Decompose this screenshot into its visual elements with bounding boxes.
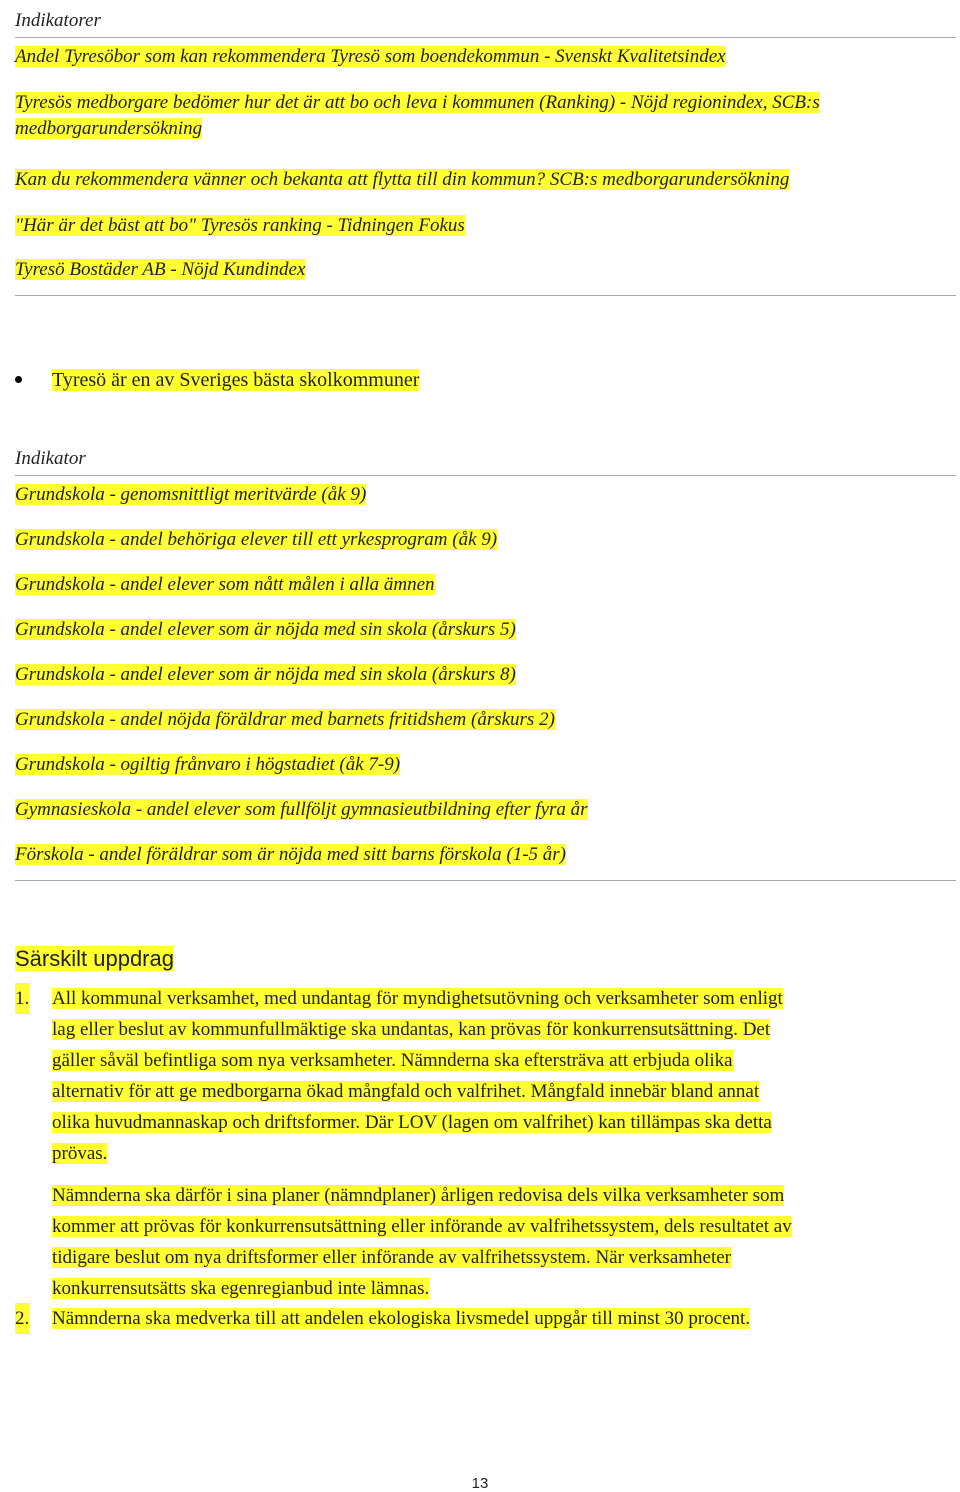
indicator-row bbox=[15, 213, 465, 239]
school-indicator-text: Grundskola - andel behöriga elever till ett yrkesprogram (åk 9) bbox=[15, 529, 498, 550]
bullet-text: Tyresö är en av Sveriges bästa skolkommuner bbox=[52, 369, 420, 391]
indicator-row bbox=[15, 44, 726, 70]
school-indicator-text: Grundskola - andel elever som är nöjda med sin skola (årskurs 8) bbox=[15, 664, 516, 685]
page-number: 13 bbox=[471, 1475, 489, 1492]
paragraph-line: All kommunal verksamhet, med undantag för myndighetsutövning och verksamheter som enligt bbox=[52, 988, 783, 1009]
indicator-question: Kan du rekommendera vänner och bekanta att flytta till din kommun? bbox=[15, 169, 546, 190]
paragraph-line: lag eller beslut av kommunfullmäktige ska undantas, kan prövas för konkurrensutsättning. Det bbox=[52, 1019, 771, 1040]
school-indicator-text: Grundskola - genomsnittligt meritvärde (åk 9) bbox=[15, 484, 367, 505]
school-indicator-text: Grundskola - andel elever som är nöjda med sin skola (årskurs 5) bbox=[15, 619, 516, 640]
indicator-text: Tyresös medborgare bedömer hur det är att bo och leva i kommunen (Ranking) - Nöjd regionindex, SCB:s bbox=[15, 92, 820, 113]
indicator-row bbox=[15, 90, 820, 142]
section-heading-text: Särskilt uppdrag bbox=[15, 946, 174, 971]
school-indicator-row bbox=[15, 527, 497, 553]
school-indicator-row bbox=[15, 617, 516, 643]
paragraph-line: kommer att prövas för konkurrensutsättning eller införande av valfrihetssystem, dels resultatet av bbox=[52, 1216, 792, 1237]
table-rule bbox=[15, 295, 956, 296]
table-rule bbox=[15, 37, 956, 38]
school-indicator-row bbox=[15, 662, 516, 688]
table-rule bbox=[15, 880, 956, 881]
school-indicator-text: Grundskola - ogiltig frånvaro i högstadiet (åk 7-9) bbox=[15, 754, 401, 775]
indicator-row bbox=[15, 167, 789, 193]
indicator-text: medborgarundersökning bbox=[15, 118, 203, 139]
school-indicator-row bbox=[15, 842, 566, 868]
bullet-dot-icon bbox=[15, 376, 22, 383]
school-indicator-text: Grundskola - andel nöjda föräldrar med barnets fritidshem (årskurs 2) bbox=[15, 709, 555, 730]
school-indicator-row bbox=[15, 752, 400, 778]
paragraph-line: gäller såväl befintliga som nya verksamheter. Nämnderna ska eftersträva att erbjuda olika bbox=[52, 1050, 733, 1071]
list-number: 2. bbox=[15, 1303, 29, 1334]
school-indicator-row bbox=[15, 707, 555, 733]
paragraph-line: olika huvudmannaskap och driftsformer. Där LOV (lagen om valfrihet) kan tillämpas ska detta bbox=[52, 1112, 772, 1133]
indicators-table-title: Indikatorer bbox=[15, 10, 101, 31]
paragraph-line: konkurrensutsätts ska egenregianbud inte lämnas. bbox=[52, 1278, 430, 1299]
indicator-source: SCB:s medborgarundersökning bbox=[545, 169, 790, 190]
list-number: 1. bbox=[15, 983, 29, 1014]
school-indicator-row bbox=[15, 797, 588, 823]
table-rule bbox=[15, 475, 956, 476]
indicator-text: Tyresö Bostäder AB - Nöjd Kundindex bbox=[15, 259, 306, 280]
assignment-paragraph bbox=[52, 1180, 942, 1304]
paragraph-line: Nämnderna ska medverka till att andelen ekologiska livsmedel uppgår till minst 30 procent. bbox=[52, 1308, 751, 1329]
school-indicator-row bbox=[15, 572, 435, 598]
indicator-text: "Här är det bäst att bo" Tyresös ranking - Tidningen Fokus bbox=[15, 215, 465, 236]
school-indicator-text: Grundskola - andel elever som nått målen i alla ämnen bbox=[15, 574, 435, 595]
assignment-paragraph bbox=[52, 983, 942, 1169]
paragraph-line: tidigare beslut om nya driftsformer eller införande av valfrihetssystem. När verksamheter bbox=[52, 1247, 732, 1268]
school-table-title: Indikator bbox=[15, 448, 86, 469]
school-indicator-text: Förskola - andel föräldrar som är nöjda med sitt barns förskola (1-5 år) bbox=[15, 844, 566, 865]
section-heading bbox=[15, 944, 174, 974]
indicator-row bbox=[15, 257, 305, 283]
paragraph-line: alternativ för att ge medborgarna ökad mångfald och valfrihet. Mångfald innebär bland annat bbox=[52, 1081, 760, 1102]
indicator-text: Andel Tyresöbor som kan rekommendera Tyresö som boendekommun - Svenskt Kvalitetsindex bbox=[15, 46, 726, 67]
paragraph-line: prövas. bbox=[52, 1143, 108, 1164]
school-indicator-text: Gymnasieskola - andel elever som fullföljt gymnasieutbildning efter fyra år bbox=[15, 799, 588, 820]
assignment-paragraph bbox=[52, 1303, 942, 1334]
paragraph-line: Nämnderna ska därför i sina planer (nämndplaner) årligen redovisa dels vilka verksamheter som bbox=[52, 1185, 785, 1206]
school-indicator-row bbox=[15, 482, 366, 508]
